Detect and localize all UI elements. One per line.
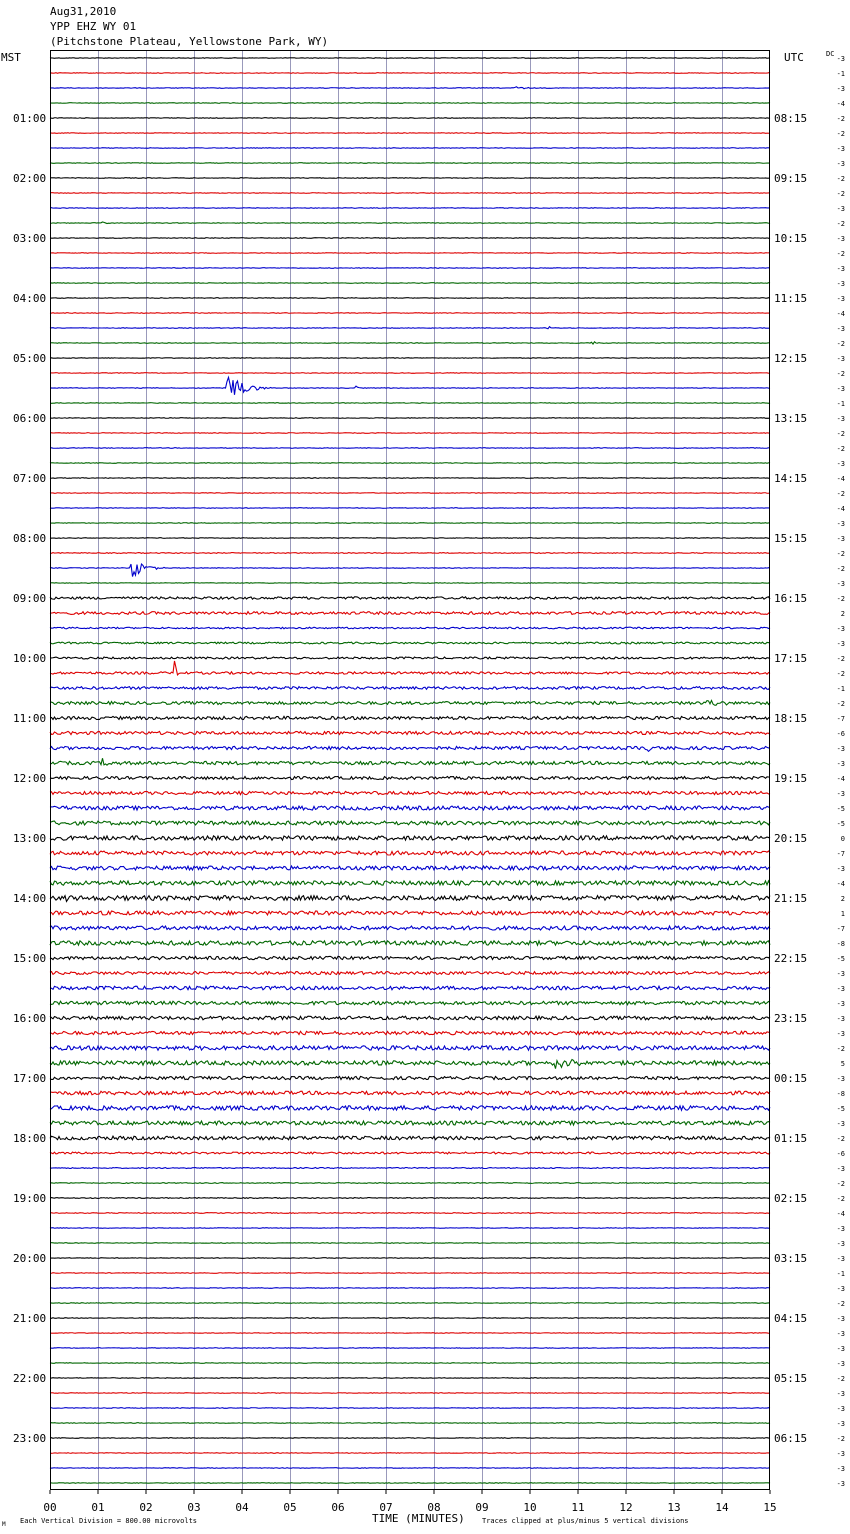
right-hour-label: 00:15: [774, 1072, 808, 1085]
dc-offset-value: -2: [836, 1135, 845, 1143]
trace-line: [50, 821, 770, 825]
x-tick-label: 05: [283, 1501, 297, 1514]
trace-line: [50, 1152, 770, 1154]
trace-line: [50, 508, 770, 509]
right-hour-label: 10:15: [774, 232, 808, 245]
dc-offset-value: -3: [836, 385, 845, 393]
dc-offset-value: -3: [836, 85, 845, 93]
trace-line: [50, 253, 770, 254]
dc-offset-value: -4: [836, 775, 845, 783]
dc-offset-value: -5: [836, 1105, 845, 1113]
trace-line: [50, 597, 770, 599]
right-hour-label: 22:15: [774, 952, 808, 965]
right-hour-label: 16:15: [774, 592, 808, 605]
trace-line: [50, 193, 770, 194]
dc-offset-value: 1: [840, 910, 845, 918]
dc-offset-value: -2: [836, 565, 845, 573]
trace-line: [50, 758, 770, 765]
left-hour-label: 10:00: [13, 652, 47, 665]
trace-line: [50, 373, 770, 374]
trace-line: [50, 1258, 770, 1259]
trace-line: [50, 1483, 770, 1484]
dc-offset-value: -2: [836, 1300, 845, 1308]
trace-line: [50, 73, 770, 74]
trace-line: [50, 1228, 770, 1229]
x-tick-label: 04: [235, 1501, 249, 1514]
trace-line: [50, 1060, 770, 1069]
dc-offset-value: -7: [836, 850, 845, 858]
right-hour-label: 17:15: [774, 652, 808, 665]
left-hour-label: 15:00: [13, 952, 47, 965]
dc-offset-value: -2: [836, 250, 845, 258]
right-hour-label: 18:15: [774, 712, 808, 725]
dc-offset-value: 2: [840, 610, 845, 618]
trace-line: [50, 1031, 770, 1034]
trace-line: [50, 731, 770, 734]
dc-offset-value: -2: [836, 130, 845, 138]
trace-line: [50, 1303, 770, 1304]
dc-offset-value: -3: [836, 1330, 845, 1338]
dc-offset-value: -3: [836, 235, 845, 243]
right-hour-label: 08:15: [774, 112, 808, 125]
trace-line: [50, 1438, 770, 1439]
dc-offset-value: -2: [836, 115, 845, 123]
scale-note: Each Vertical Division = 800.00 microvolts: [20, 1517, 198, 1525]
x-tick-label: 13: [667, 1501, 681, 1514]
trace-line: [50, 178, 770, 179]
trace-line: [50, 478, 770, 479]
dc-offset-value: -4: [836, 505, 845, 513]
dc-offset-value: -3: [836, 790, 845, 798]
dc-offset-value: -3: [836, 265, 845, 273]
x-tick-label: 00: [43, 1501, 57, 1514]
dc-offset-value: -3: [836, 1165, 845, 1173]
trace-line: [50, 1393, 770, 1394]
dc-offset-value: -3: [836, 1360, 845, 1368]
right-hour-label: 23:15: [774, 1012, 808, 1025]
trace-line: [50, 1318, 770, 1319]
trace-line: [50, 866, 770, 870]
dc-offset-value: -2: [836, 175, 845, 183]
trace-line: [50, 583, 770, 584]
x-tick-label: 08: [427, 1501, 441, 1514]
dc-offset-value: -2: [836, 700, 845, 708]
trace-line: [50, 1333, 770, 1334]
location-label: (Pitchstone Plateau, Yellowstone Park, WY): [50, 35, 329, 48]
left-hour-label: 12:00: [13, 772, 47, 785]
dc-offset-value: -3: [836, 1225, 845, 1233]
x-axis-title: TIME (MINUTES): [372, 1512, 465, 1525]
trace-line: [50, 700, 770, 705]
right-hour-label: 14:15: [774, 472, 808, 485]
dc-offset-value: -2: [836, 340, 845, 348]
trace-line: [50, 377, 770, 394]
dc-offset-value: -3: [836, 460, 845, 468]
right-hour-label: 05:15: [774, 1372, 808, 1385]
trace-line: [50, 523, 770, 524]
left-hour-label: 03:00: [13, 232, 47, 245]
trace-line: [50, 1001, 770, 1005]
trace-line: [50, 493, 770, 494]
dc-offset-value: -3: [836, 1480, 845, 1488]
station-label: YPP EHZ WY 01: [50, 20, 137, 33]
left-hour-label: 06:00: [13, 412, 47, 425]
dc-offset-value: -8: [836, 940, 845, 948]
trace-line: [50, 806, 770, 810]
trace-line: [50, 777, 770, 780]
x-tick-label: 15: [763, 1501, 777, 1514]
left-hour-label: 14:00: [13, 892, 47, 905]
trace-line: [50, 1121, 770, 1125]
trace-line: [50, 911, 770, 915]
left-hour-label: 01:00: [13, 112, 47, 125]
trace-line: [50, 627, 770, 629]
dc-offset-value: -2: [836, 1375, 845, 1383]
trace-line: [50, 642, 770, 644]
dc-offset-value: -2: [836, 190, 845, 198]
x-tick-labels: [43, 1490, 776, 1514]
header: [50, 5, 328, 48]
dc-offset-value: -3: [836, 145, 845, 153]
dc-offset-value: -4: [836, 475, 845, 483]
trace-line: [50, 87, 770, 89]
dc-offset-value: -1: [836, 685, 845, 693]
trace-line: [50, 941, 770, 945]
trace-line: [50, 538, 770, 539]
left-hour-label: 07:00: [13, 472, 47, 485]
dc-offset-value: -7: [836, 715, 845, 723]
trace-line: [50, 163, 770, 164]
trace-line: [50, 986, 770, 990]
trace-line: [50, 1243, 770, 1244]
dc-offset-value: -3: [836, 295, 845, 303]
dc-offset-value: -3: [836, 1030, 845, 1038]
trace-line: [50, 133, 770, 134]
x-tick-label: 10: [523, 1501, 537, 1514]
right-hour-label: 19:15: [774, 772, 808, 785]
dc-offset-value: -2: [836, 1045, 845, 1053]
dc-offset-value: -3: [836, 1255, 845, 1263]
clip-note: Traces clipped at plus/minus 5 vertical divisions: [482, 1517, 689, 1525]
trace-lines: [50, 58, 770, 1484]
x-tick-label: 11: [571, 1501, 585, 1514]
trace-line: [50, 956, 770, 959]
trace-line: [50, 463, 770, 464]
left-hour-label: 13:00: [13, 832, 47, 845]
dc-offset-value: -4: [836, 880, 845, 888]
dc-offset-value: -3: [836, 1285, 845, 1293]
corner-mark: M: [2, 1521, 6, 1528]
trace-line: [50, 1378, 770, 1379]
dc-offset-labels: [837, 55, 845, 1488]
trace-line: [50, 268, 770, 269]
dc-offset-value: -4: [836, 1210, 845, 1218]
trace-line: [50, 403, 770, 404]
trace-line: [50, 1076, 770, 1079]
dc-offset-value: -3: [836, 760, 845, 768]
dc-column-label: DC: [826, 50, 835, 58]
trace-line: [50, 836, 770, 840]
left-hour-label: 20:00: [13, 1252, 47, 1265]
trace-line: [50, 1288, 770, 1289]
dc-offset-value: -5: [836, 805, 845, 813]
left-hour-label: 11:00: [13, 712, 47, 725]
trace-line: [50, 851, 770, 855]
trace-line: [50, 103, 770, 104]
dc-offset-value: -5: [836, 955, 845, 963]
dc-offset-value: -2: [836, 655, 845, 663]
trace-line: [50, 657, 770, 659]
right-hour-label: 06:15: [774, 1432, 808, 1445]
dc-offset-value: -4: [836, 310, 845, 318]
right-hour-label: 20:15: [774, 832, 808, 845]
trace-line: [50, 1348, 770, 1349]
x-tick-label: 09: [475, 1501, 489, 1514]
right-hour-label: 21:15: [774, 892, 808, 905]
trace-line: [50, 746, 770, 751]
x-tick-label: 06: [331, 1501, 345, 1514]
right-hour-label: 02:15: [774, 1192, 808, 1205]
dc-offset-value: -2: [836, 1195, 845, 1203]
trace-line: [50, 1363, 770, 1364]
dc-offset-value: -3: [836, 1465, 845, 1473]
dc-offset-value: -3: [836, 535, 845, 543]
dc-offset-value: -8: [836, 1090, 845, 1098]
dc-offset-value: -3: [836, 520, 845, 528]
dc-offset-value: -2: [836, 370, 845, 378]
trace-line: [50, 148, 770, 149]
trace-line: [50, 1273, 770, 1274]
trace-line: [50, 1183, 770, 1184]
dc-offset-value: -3: [836, 970, 845, 978]
trace-line: [50, 313, 770, 314]
x-tick-label: 14: [715, 1501, 729, 1514]
left-hour-label: 16:00: [13, 1012, 47, 1025]
trace-line: [50, 716, 770, 719]
x-tick-label: 03: [187, 1501, 201, 1514]
right-hour-label: 15:15: [774, 532, 808, 545]
dc-offset-value: -4: [836, 100, 845, 108]
trace-line: [50, 1016, 770, 1020]
left-hour-label: 02:00: [13, 172, 47, 185]
dc-offset-value: -5: [836, 820, 845, 828]
dc-offset-value: 0: [840, 835, 845, 843]
dc-offset-value: -3: [836, 1000, 845, 1008]
dc-offset-value: -3: [836, 985, 845, 993]
dc-offset-value: -1: [836, 70, 845, 78]
trace-line: [50, 1198, 770, 1199]
trace-line: [50, 238, 770, 239]
dc-offset-value: -3: [836, 325, 845, 333]
dc-offset-value: -3: [836, 640, 845, 648]
dc-offset-value: -3: [836, 1075, 845, 1083]
dc-offset-value: -2: [836, 670, 845, 678]
trace-line: [50, 342, 770, 344]
trace-line: [50, 553, 770, 554]
trace-line: [50, 1213, 770, 1214]
dc-offset-value: -3: [836, 1450, 845, 1458]
dc-offset-value: -2: [836, 1180, 845, 1188]
trace-line: [50, 881, 770, 885]
trace-line: [50, 1168, 770, 1169]
left-hour-label: 17:00: [13, 1072, 47, 1085]
dc-offset-value: -3: [836, 1015, 845, 1023]
left-hour-label: 21:00: [13, 1312, 47, 1325]
trace-line: [50, 358, 770, 359]
dc-offset-value: 5: [840, 1060, 845, 1068]
dc-offset-value: -2: [836, 430, 845, 438]
trace-line: [50, 327, 770, 329]
dc-offset-value: -3: [836, 1240, 845, 1248]
minute-grid: [99, 50, 723, 1490]
trace-line: [50, 298, 770, 299]
trace-line: [50, 612, 770, 615]
x-tick-label: 01: [91, 1501, 105, 1514]
dc-offset-value: -3: [836, 55, 845, 63]
dc-offset-value: -3: [836, 865, 845, 873]
date-label: Aug31,2010: [50, 5, 117, 18]
trace-line: [50, 926, 770, 930]
dc-offset-value: -3: [836, 1345, 845, 1353]
dc-offset-value: 2: [840, 895, 845, 903]
left-hour-label: 08:00: [13, 532, 47, 545]
dc-offset-value: -1: [836, 1270, 845, 1278]
dc-offset-value: -3: [836, 1120, 845, 1128]
trace-line: [50, 661, 770, 675]
left-hour-label: 05:00: [13, 352, 47, 365]
dc-offset-value: -2: [836, 550, 845, 558]
dc-offset-value: -3: [836, 580, 845, 588]
trace-line: [50, 791, 770, 794]
trace-line: [50, 1423, 770, 1424]
dc-offset-value: -3: [836, 160, 845, 168]
trace-line: [50, 1408, 770, 1409]
dc-offset-value: -1: [836, 400, 845, 408]
trace-line: [50, 283, 770, 284]
trace-line: [50, 1091, 770, 1095]
trace-line: [50, 1046, 770, 1050]
dc-offset-value: -6: [836, 1150, 845, 1158]
trace-line: [50, 58, 770, 59]
left-hour-label: 23:00: [13, 1432, 47, 1445]
dc-offset-value: -3: [836, 1390, 845, 1398]
trace-line: [50, 1136, 770, 1140]
right-hour-label: 13:15: [774, 412, 808, 425]
trace-line: [50, 222, 770, 224]
dc-offset-value: -3: [836, 415, 845, 423]
trace-line: [50, 687, 770, 690]
trace-line: [50, 1106, 770, 1110]
dc-offset-value: -3: [836, 280, 845, 288]
left-axis-label: MST: [1, 51, 21, 64]
left-hour-label: 18:00: [13, 1132, 47, 1145]
dc-offset-value: -3: [836, 1405, 845, 1413]
trace-line: [50, 564, 770, 577]
dc-offset-value: -3: [836, 1420, 845, 1428]
right-axis-label: UTC: [784, 51, 804, 64]
right-hour-label: 11:15: [774, 292, 808, 305]
left-hour-label: 09:00: [13, 592, 47, 605]
trace-line: [50, 1468, 770, 1469]
x-tick-label: 07: [379, 1501, 393, 1514]
dc-offset-value: -6: [836, 730, 845, 738]
x-tick-label: 02: [139, 1501, 153, 1514]
dc-offset-value: -3: [836, 745, 845, 753]
dc-offset-value: -2: [836, 595, 845, 603]
left-hour-label: 19:00: [13, 1192, 47, 1205]
trace-line: [50, 433, 770, 434]
dc-offset-value: -2: [836, 1435, 845, 1443]
left-hour-label: 22:00: [13, 1372, 47, 1385]
right-hour-label: 12:15: [774, 352, 808, 365]
dc-offset-value: -3: [836, 205, 845, 213]
dc-offset-value: -3: [836, 1315, 845, 1323]
right-hour-label: 03:15: [774, 1252, 808, 1265]
trace-line: [50, 118, 770, 119]
dc-offset-value: -2: [836, 490, 845, 498]
right-hour-label: 09:15: [774, 172, 808, 185]
dc-offset-value: -2: [836, 220, 845, 228]
trace-line: [50, 1453, 770, 1454]
trace-line: [50, 896, 770, 902]
trace-line: [50, 448, 770, 449]
dc-offset-value: -7: [836, 925, 845, 933]
trace-line: [50, 418, 770, 419]
left-hour-label: 04:00: [13, 292, 47, 305]
right-hour-label: 04:15: [774, 1312, 808, 1325]
dc-offset-value: -3: [836, 355, 845, 363]
trace-line: [50, 972, 770, 975]
x-tick-label: 12: [619, 1501, 633, 1514]
right-hour-label: 01:15: [774, 1132, 808, 1145]
dc-offset-value: -2: [836, 445, 845, 453]
trace-line: [50, 208, 770, 209]
plot-frame: [51, 51, 770, 1490]
dc-offset-value: -3: [836, 625, 845, 633]
